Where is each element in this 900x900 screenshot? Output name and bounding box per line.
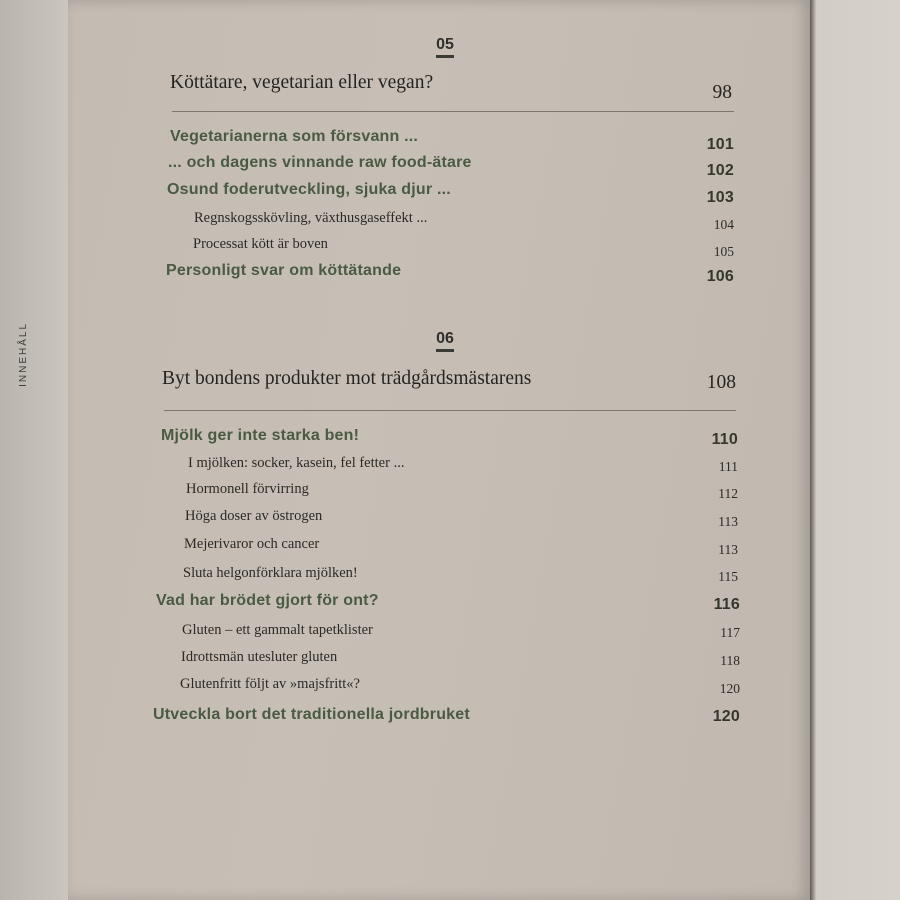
section-number-text: 05 bbox=[436, 36, 454, 58]
toc-entry-title: Utveckla bort det traditionella jordbruket bbox=[153, 706, 470, 723]
toc-entry-title: Regnskogsskövling, växthusgaseffekt ... bbox=[194, 210, 428, 226]
toc-entry-page: 104 bbox=[713, 217, 734, 232]
section-number bbox=[150, 36, 740, 58]
toc-entry-page: 118 bbox=[720, 653, 740, 668]
toc-entry-page: 117 bbox=[720, 625, 740, 640]
toc-entry bbox=[166, 262, 734, 285]
toc-entry-title: Gluten – ett gammalt tapetklister bbox=[182, 622, 373, 638]
toc-entry-page: 103 bbox=[706, 189, 734, 206]
toc-entry-page: 115 bbox=[718, 569, 738, 584]
toc-entry-page: 112 bbox=[718, 486, 738, 501]
toc-entry bbox=[182, 622, 740, 639]
toc-entry bbox=[185, 508, 738, 529]
toc-entry-title: Mejerivaror och cancer bbox=[184, 536, 320, 552]
chapter-rule bbox=[164, 410, 736, 411]
toc-entry-title: I mjölken: socker, kasein, fel fetter ... bbox=[188, 455, 405, 471]
toc-entry-page: 106 bbox=[706, 268, 734, 285]
toc-entry bbox=[184, 536, 738, 557]
toc-entry-page: 120 bbox=[712, 708, 740, 725]
section-number bbox=[150, 330, 740, 352]
toc-entry-title: Höga doser av östrogen bbox=[185, 508, 323, 524]
toc-entry-title: Glutenfritt följt av »majsfritt«? bbox=[180, 676, 360, 692]
spine-label: INNEHÅLL bbox=[18, 322, 29, 387]
toc-entry-page: 116 bbox=[713, 596, 740, 613]
toc-entry bbox=[168, 154, 734, 179]
chapter-title: Byt bondens produkter mot trädgårdsmästarens bbox=[162, 368, 532, 389]
toc-entry-title: Processat kött är boven bbox=[193, 236, 328, 252]
toc-entry-title: Vegetarianerna som försvann ... bbox=[170, 128, 419, 145]
toc-entry-title: Osund foderutveckling, sjuka djur ... bbox=[167, 181, 451, 198]
toc-entry-title: Hormonell förvirring bbox=[186, 481, 309, 497]
toc-entry bbox=[180, 676, 740, 696]
chapter-heading bbox=[170, 72, 732, 103]
chapter-rule bbox=[172, 111, 734, 112]
toc-entry-title: Sluta helgonförklara mjölken! bbox=[183, 565, 358, 581]
toc-entry bbox=[186, 481, 738, 501]
toc-entry-title: Idrottsmän utesluter gluten bbox=[181, 649, 338, 665]
chapter-page: 108 bbox=[706, 372, 736, 393]
background-right bbox=[805, 0, 900, 900]
toc-entry bbox=[194, 210, 734, 232]
section-number-text: 06 bbox=[436, 330, 454, 352]
chapter-page: 98 bbox=[712, 82, 732, 103]
toc-entry-page: 105 bbox=[713, 244, 734, 259]
toc-entry-title: Mjölk ger inte starka ben! bbox=[161, 427, 360, 444]
toc-entry-page: 110 bbox=[711, 431, 738, 448]
toc-entry bbox=[153, 706, 740, 724]
toc-entry bbox=[183, 565, 738, 582]
toc-entry bbox=[156, 592, 740, 613]
chapter-heading bbox=[162, 368, 736, 393]
toc-entry bbox=[170, 128, 734, 153]
toc-entry bbox=[193, 236, 734, 259]
toc-entry-title: ... och dagens vinnande raw food-ätare bbox=[168, 154, 472, 171]
toc-entry-page: 120 bbox=[719, 681, 740, 696]
toc-entry bbox=[161, 427, 738, 448]
toc-entry bbox=[181, 649, 740, 666]
toc-entry-page: 113 bbox=[718, 514, 738, 529]
chapter-title: Köttätare, vegetarian eller vegan? bbox=[170, 72, 434, 93]
background-left bbox=[0, 0, 70, 900]
toc-entry-title: Vad har brödet gjort för ont? bbox=[156, 592, 379, 609]
toc-entry-page: 102 bbox=[706, 162, 734, 179]
toc-entry bbox=[188, 455, 738, 472]
toc-entry-title: Personligt svar om köttätande bbox=[166, 262, 402, 279]
toc-entry-page: 101 bbox=[706, 136, 734, 153]
toc-entry-page: 113 bbox=[718, 542, 738, 557]
toc-entry-page: 111 bbox=[718, 459, 738, 474]
toc-entry bbox=[167, 181, 734, 206]
